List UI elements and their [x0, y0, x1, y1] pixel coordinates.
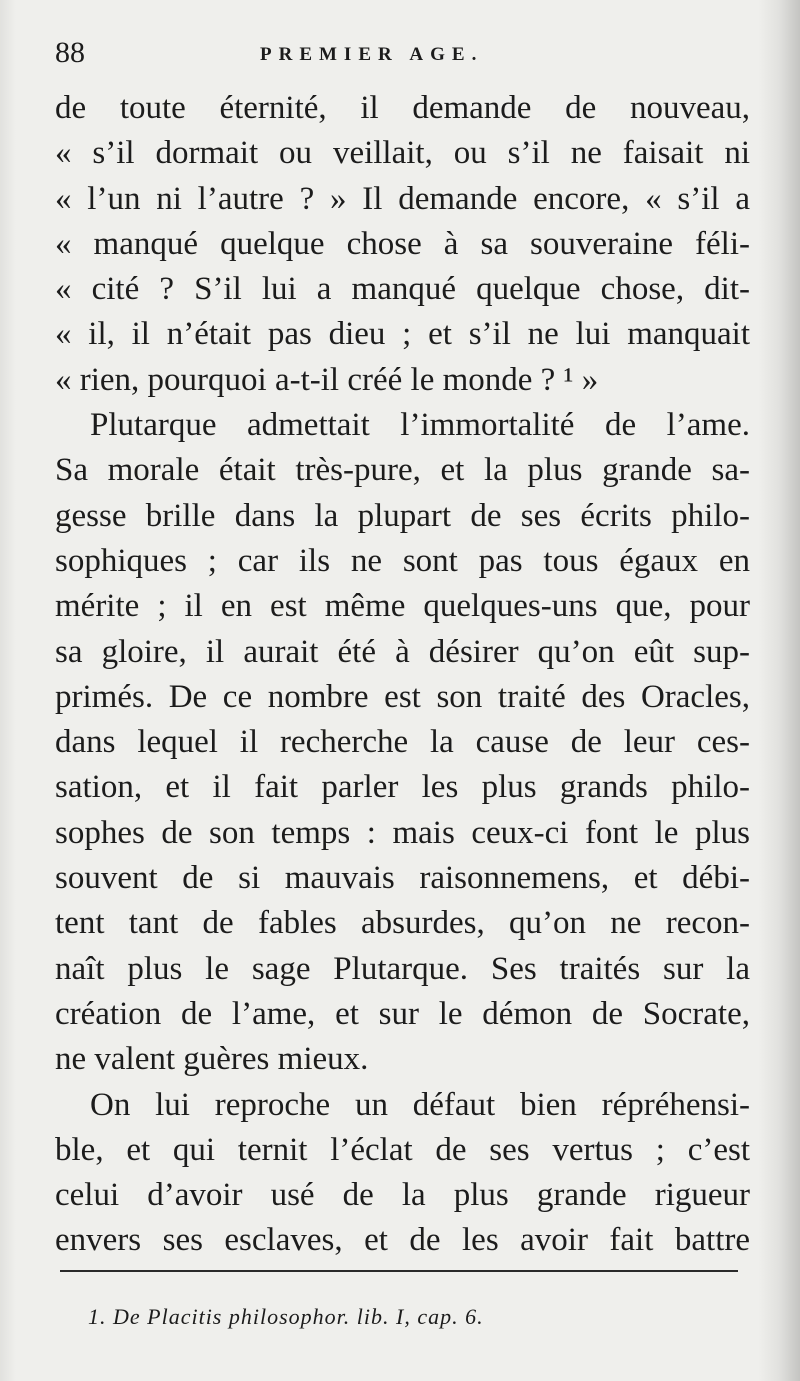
text-line: sophes de son temps : mais ceux-ci font le plus: [55, 814, 750, 851]
text-line: « s’il dormait ou veillait, ou s’il ne faisait ni: [55, 135, 750, 172]
footnote: 1. De Placitis philosophor. lib. I, cap. 6.: [88, 1304, 484, 1329]
text-line: souvent de si mauvais raisonnemens, et débi-: [55, 860, 750, 897]
text-line: Plutarque admettait l’immortalité de l’ame.: [90, 407, 750, 444]
page-number: 88: [55, 36, 85, 69]
text-line: sa gloire, il aurait été à désirer qu’on eût sup-: [55, 633, 750, 670]
text-line: naît plus le sage Plutarque. Ses traités sur la: [55, 950, 750, 987]
text-line: sophiques ; car ils ne sont pas tous égaux en: [55, 542, 750, 579]
text-line: On lui reproche un défaut bien répréhensi-: [90, 1086, 750, 1123]
text-line: celui d’avoir usé de la plus grande rigueur: [55, 1177, 750, 1214]
text-line: création de l’ame, et sur le démon de Socrate,: [55, 995, 750, 1032]
text-line: tent tant de fables absurdes, qu’on ne recon-: [55, 905, 750, 942]
running-title: PREMIER AGE.: [260, 44, 484, 65]
text-line: « cité ? S’il lui a manqué quelque chose, dit-: [55, 271, 750, 308]
text-line: ne valent guères mieux.: [55, 1041, 369, 1078]
text-line: gesse brille dans la plupart de ses écrits philo-: [55, 497, 750, 534]
page-gutter-shade: [0, 0, 16, 1381]
text-line: sation, et il fait parler les plus grands philo-: [55, 769, 750, 806]
text-line: mérite ; il en est même quelques-uns que, pour: [55, 588, 750, 625]
text-line: primés. De ce nombre est son traité des Oracles,: [55, 678, 750, 715]
text-line: « il, il n’était pas dieu ; et s’il ne lui manquait: [55, 316, 750, 353]
text-line: « rien, pourquoi a-t-il créé le monde ? ¹ »: [55, 361, 599, 398]
text-line: « l’un ni l’autre ? » Il demande encore, « s’il a: [55, 180, 750, 217]
footnote-rule: [60, 1270, 738, 1272]
page-header: [55, 36, 750, 76]
body-text: [55, 86, 750, 1264]
text-line: Sa morale était très-pure, et la plus grande sa-: [55, 452, 750, 489]
text-line: « manqué quelque chose à sa souveraine féli-: [55, 225, 750, 262]
text-line: dans lequel il recherche la cause de leur ces-: [55, 724, 750, 761]
text-line: envers ses esclaves, et de les avoir fait battre: [55, 1222, 750, 1259]
text-line: ble, et qui ternit l’éclat de ses vertus ; c’est: [55, 1131, 750, 1168]
text-line: de toute éternité, il demande de nouveau,: [55, 90, 750, 126]
page-edge-shadow: [758, 0, 800, 1381]
